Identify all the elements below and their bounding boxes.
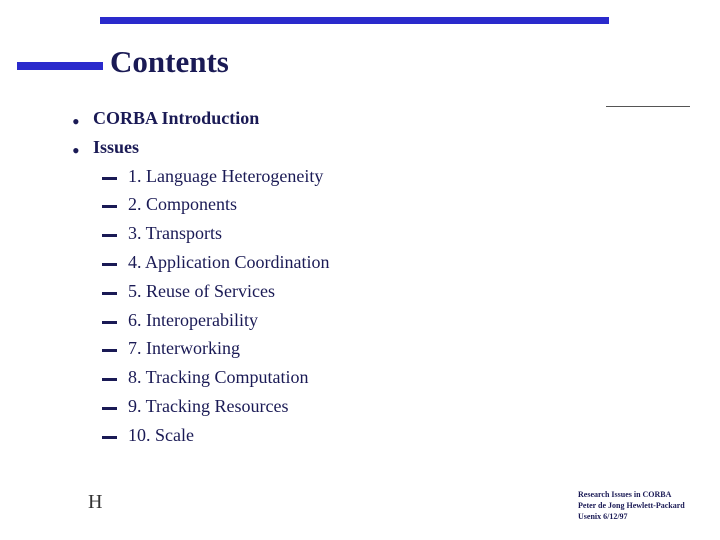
dash-icon	[102, 263, 117, 266]
bullet-label: CORBA Introduction	[93, 108, 260, 128]
sub-item-label: 6. Interoperability	[128, 310, 258, 330]
footer-line: Peter de Jong Hewlett-Packard	[578, 501, 685, 510]
sub-item-label: 7. Interworking	[128, 338, 240, 358]
sub-item-label: 8. Tracking Computation	[128, 367, 309, 387]
sub-item-label: 3. Transports	[128, 223, 223, 243]
dash-icon	[102, 205, 117, 208]
bullet-dot-icon: •	[72, 109, 80, 134]
top-accent-bar	[100, 17, 609, 24]
sub-item-label: 5. Reuse of Services	[128, 281, 275, 301]
sub-item-label: 4. Application Coordination	[128, 252, 330, 272]
dash-icon	[102, 234, 117, 237]
bullet-label: Issues	[93, 137, 140, 157]
title-accent-bar	[17, 62, 103, 70]
dash-icon	[102, 321, 117, 324]
sub-item-label: 9. Tracking Resources	[128, 396, 289, 416]
dash-icon	[102, 436, 117, 439]
right-rule	[606, 106, 690, 107]
footer-line: Research Issues in CORBA	[578, 490, 672, 499]
sub-item-label: 1. Language Heterogeneity	[128, 166, 324, 186]
dash-icon	[102, 177, 117, 180]
dash-icon	[102, 407, 117, 410]
dash-icon	[102, 349, 117, 352]
sub-item-label: 2. Components	[128, 194, 238, 214]
slide-title: Contents	[110, 44, 229, 79]
footer-line: Usenix 6/12/97	[578, 512, 628, 521]
dash-icon	[102, 292, 117, 295]
dash-icon	[102, 378, 117, 381]
sub-item-label: 10. Scale	[128, 425, 194, 445]
bullet-dot-icon: •	[72, 138, 80, 163]
hp-logo-icon: H	[88, 491, 103, 513]
slide-footer	[578, 489, 685, 522]
